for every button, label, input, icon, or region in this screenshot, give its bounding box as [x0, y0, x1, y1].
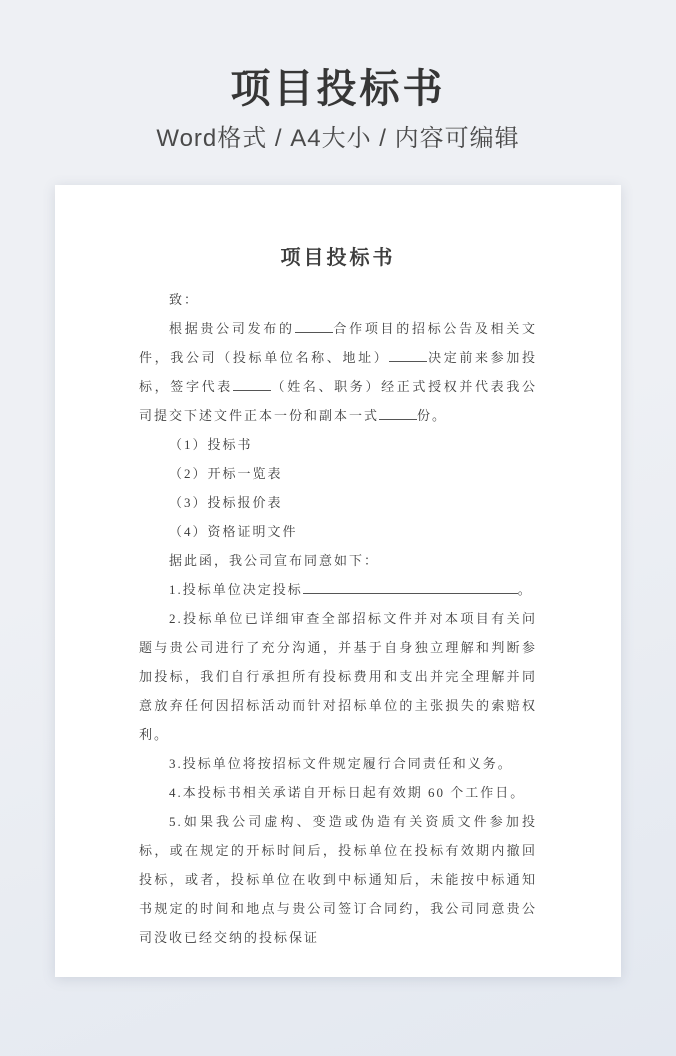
doc-paragraph: 3.投标单位将按招标文件规定履行合同责任和义务。 [169, 756, 513, 771]
blank-underline [389, 360, 427, 362]
doc-paragraph: 5.如果我公司虚构、变造或伪造有关资质文件参加投标，或在规定的开标时间后，投标单位在投标有效期内撤回投标，或者，投标单位在收到中标通知后，未能按中标通知书规定的时间和地点与贵公司签订合同约，我公司同意贵公司没收已经交纳的投标保证 [139, 814, 537, 945]
document-title: 项目投标书 [280, 247, 396, 269]
blank-underline [295, 331, 333, 333]
doc-paragraph: （2）开标一览表 [169, 466, 283, 481]
doc-paragraph: 致： [169, 292, 200, 307]
document-page [55, 185, 621, 977]
doc-paragraph: 4.本投标书相关承诺自开标日起有效期 60 个工作日。 [169, 785, 526, 800]
doc-paragraph: 1.投标单位决定投标 。 [169, 582, 533, 597]
doc-paragraph: （1）投标书 [169, 437, 253, 452]
blank-underline [379, 418, 417, 420]
doc-paragraph: 据此函，我公司宣布同意如下： [169, 553, 380, 568]
doc-paragraph: （4）资格证明文件 [169, 524, 298, 539]
doc-paragraph: （3）投标报价表 [169, 495, 283, 510]
header-subtitle: Word格式 / A4大小 / 内容可编辑 [156, 125, 520, 152]
document-body [139, 285, 537, 952]
blank-underline [233, 389, 271, 391]
doc-paragraph: 2.投标单位已详细审查全部招标文件并对本项目有关问题与贵公司进行了充分沟通，并基于自身独立理解和判断参加投标，我们自行承担所有投标费用和支出并完全理解并同意放弃任何因招标活动而针对招标单位的主张损失的索赔权利。 [139, 611, 537, 742]
header-title: 项目投标书 [230, 67, 446, 111]
header [0, 0, 676, 153]
blank-underline [303, 592, 518, 594]
doc-paragraph: 根据贵公司发布的 合作项目的招标公告及相关文件，我公司（投标单位名称、地址） 决定前来参加投标，签字代表 （姓名、职务）经正式授权并代表我公司提交下述文件正本一份和副本一式 份。 [139, 321, 537, 423]
